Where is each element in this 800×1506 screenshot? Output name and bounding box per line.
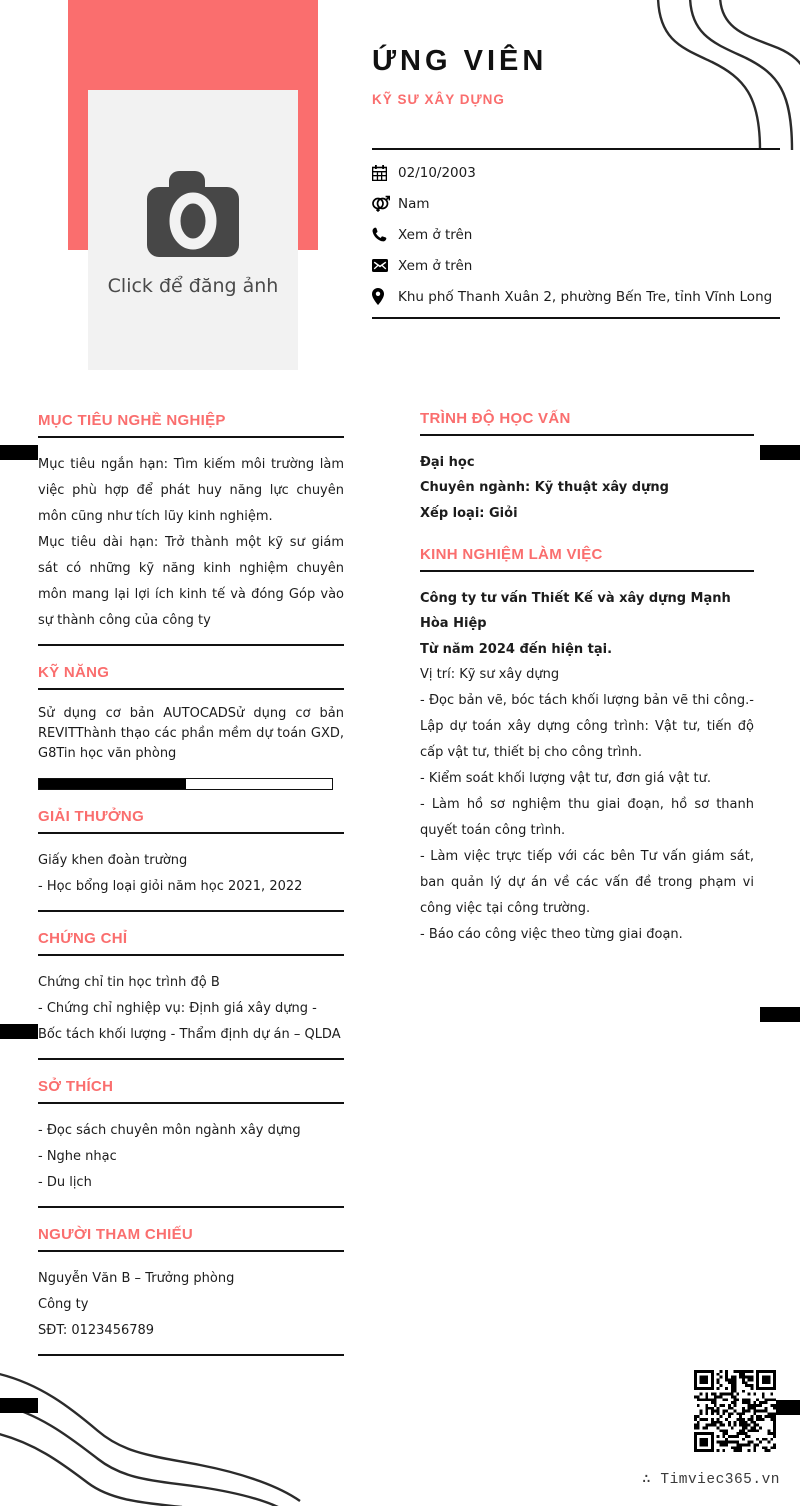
- section-title: TRÌNH ĐỘ HỌC VẤN: [420, 410, 571, 427]
- left-column: [38, 412, 344, 1374]
- section-divider-bottom: [38, 1058, 344, 1060]
- education-line: Đại học: [420, 455, 475, 470]
- page-title: ỨNG VIÊN: [372, 45, 548, 77]
- reference-line: Công ty: [38, 1297, 89, 1313]
- section-body: [38, 452, 344, 634]
- section-objective: [38, 412, 344, 646]
- section-title: KỸ NĂNG: [38, 664, 110, 681]
- contact-value: Xem ở trên: [398, 257, 473, 274]
- section-references: [38, 1226, 344, 1356]
- section-divider: [38, 832, 344, 834]
- edge-marker-left-bottom: [0, 1398, 38, 1413]
- skill-level-bar: [38, 778, 333, 790]
- experience-duty: - Đọc bản vẽ, bóc tách khối lượng bản vẽ thi công.- Lập dự toán xây dựng công trình: Vật tư, tiến độ cấp vật tư, thiết bị cho công trình.: [420, 693, 754, 761]
- section-experience: [420, 546, 754, 948]
- experience-position: Vị trí: Kỹ sư xây dựng: [420, 667, 560, 683]
- section-title: SỞ THÍCH: [38, 1078, 114, 1096]
- right-column: [420, 410, 754, 966]
- section-title: GIẢI THƯỞNG: [38, 808, 145, 826]
- qr-code[interactable]: [694, 1370, 776, 1452]
- section-body: [38, 848, 344, 900]
- section-body: [38, 1266, 344, 1344]
- gender-icon: [372, 195, 398, 212]
- calendar-icon: [372, 165, 398, 181]
- edge-marker-left-top: [0, 445, 38, 460]
- section-body: [420, 450, 754, 526]
- section-title: MỤC TIÊU NGHỀ NGHIỆP: [38, 412, 226, 429]
- edge-marker-left-mid: [0, 1024, 38, 1039]
- section-education: [420, 410, 754, 526]
- photo-upload-area[interactable]: [88, 90, 298, 370]
- photo-upload-label: Click để đăng ảnh: [107, 275, 279, 297]
- section-divider: [38, 1102, 344, 1104]
- decorative-wave-bottom-left: [0, 1361, 340, 1506]
- section-divider-bottom: [38, 1354, 344, 1356]
- section-title: CHỨNG CHỈ: [38, 930, 128, 948]
- footer-brand: ∴ Timviec365.vn: [641, 1472, 780, 1488]
- section-divider: [420, 434, 754, 436]
- section-body: [38, 1118, 344, 1196]
- skill-level-fill: [39, 779, 186, 789]
- hobby-line: - Du lịch: [38, 1175, 92, 1191]
- contact-row-phone: [372, 226, 780, 243]
- education-line: Chuyên ngành: Kỹ thuật xây dựng: [420, 480, 669, 496]
- objective-paragraph: Mục tiêu ngắn hạn: Tìm kiếm môi trường làm việc phù hợp để phát huy năng lực chuyên môn cũng như tích lũy kinh nghiệm.: [38, 457, 344, 524]
- award-line: Giấy khen đoàn trường: [38, 853, 188, 869]
- phone-icon: [372, 227, 398, 242]
- camera-icon: [131, 163, 255, 267]
- section-certificates: [38, 930, 344, 1060]
- section-divider-bottom: [38, 644, 344, 646]
- contact-block: [372, 148, 780, 319]
- experience-duty: - Kiểm soát khối lượng vật tư, đơn giá vật tư.: [420, 771, 711, 787]
- experience-header: [420, 586, 754, 662]
- contact-value: 02/10/2003: [398, 164, 476, 181]
- experience-duty: - Làm hồ sơ nghiệm thu giai đoạn, hồ sơ thanh quyết toán công trình.: [420, 797, 754, 839]
- section-title: KINH NGHIỆM LÀM VIỆC: [420, 546, 603, 564]
- certificate-line: Chứng chỉ tin học trình độ B: [38, 975, 220, 991]
- education-line: Xếp loại: Giỏi: [420, 505, 518, 521]
- section-body: [38, 970, 344, 1048]
- section-divider: [420, 570, 754, 572]
- section-title: NGƯỜI THAM CHIẾU: [38, 1226, 194, 1244]
- section-awards: [38, 808, 344, 912]
- page-subtitle: KỸ SƯ XÂY DỰNG: [372, 91, 505, 107]
- contact-row-birthdate: [372, 164, 780, 181]
- contact-value: Khu phố Thanh Xuân 2, phường Bến Tre, tỉnh Vĩnh Long: [398, 288, 773, 305]
- section-divider: [38, 436, 344, 438]
- edge-marker-right-top: [760, 445, 800, 460]
- objective-paragraph: Mục tiêu dài hạn: Trở thành một kỹ sư giám sát có những kỹ năng kinh nghiệm chuyên môn mang lại lợi ích kinh tế và đóng Góp vào sự thành công của công ty: [38, 535, 344, 628]
- email-icon: [372, 259, 398, 272]
- skills-text: Sử dụng cơ bản AUTOCADSử dụng cơ bản REVITThành thạo các phần mềm dự toán GXD, G8Tin học văn phòng: [38, 706, 344, 762]
- location-icon: [372, 288, 398, 305]
- header-block: [372, 46, 782, 107]
- hobby-line: - Đọc sách chuyên môn ngành xây dựng: [38, 1123, 301, 1139]
- section-divider-bottom: [38, 910, 344, 912]
- experience-duty: - Làm việc trực tiếp với các bên Tư vấn giám sát, ban quản lý dự án về các vấn đề trong phạm vi công việc tại công trường.: [420, 849, 754, 917]
- section-hobbies: [38, 1078, 344, 1208]
- edge-marker-right-mid: [760, 1007, 800, 1022]
- contact-value: Nam: [398, 195, 430, 212]
- certificate-line: - Chứng chỉ nghiệp vụ: Định giá xây dựng - Bốc tách khối lượng - Thẩm định dự án – QLDA: [38, 1001, 341, 1043]
- experience-details: [420, 662, 754, 948]
- section-divider: [38, 954, 344, 956]
- contact-value: Xem ở trên: [398, 226, 473, 243]
- reference-line: SĐT: 0123456789: [38, 1323, 155, 1339]
- award-line: - Học bổng loại giỏi năm học 2021, 2022: [38, 879, 303, 895]
- reference-line: Nguyễn Văn B – Trưởng phòng: [38, 1271, 235, 1287]
- experience-company: Công ty tư vấn Thiết Kế và xây dựng Mạnh Hòa Hiệp: [420, 591, 731, 632]
- contact-row-gender: [372, 195, 780, 212]
- section-skills: [38, 664, 344, 790]
- experience-duty: - Báo cáo công việc theo từng giai đoạn.: [420, 927, 683, 943]
- experience-period: Từ năm 2024 đến hiện tại.: [420, 641, 613, 657]
- hobby-line: - Nghe nhạc: [38, 1149, 117, 1165]
- contact-row-address: [372, 288, 780, 305]
- section-divider: [38, 1250, 344, 1252]
- contact-row-email: [372, 257, 780, 274]
- section-divider: [38, 688, 344, 690]
- section-divider-bottom: [38, 1206, 344, 1208]
